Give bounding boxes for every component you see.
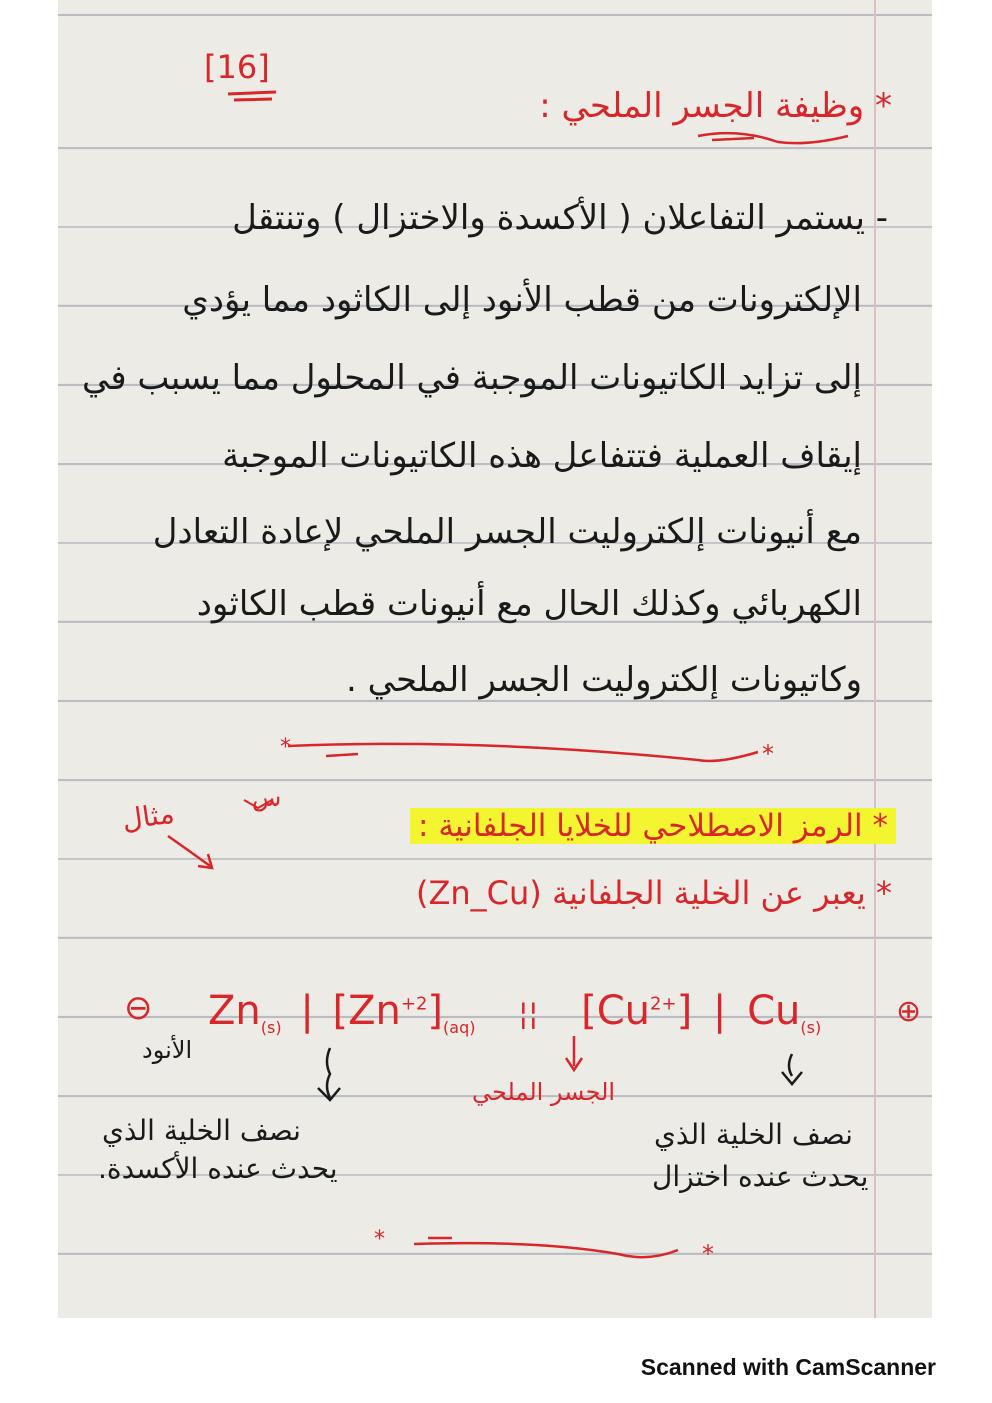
svg-text:*: * bbox=[280, 735, 291, 760]
cathode-metal: Cu bbox=[747, 988, 801, 1034]
svg-text:*: * bbox=[762, 740, 774, 768]
label-left-half-cell-2: يحدث عنده الأكسدة. bbox=[98, 1152, 338, 1185]
anode-state: (s) bbox=[260, 1018, 282, 1037]
svg-text:*: * bbox=[702, 1240, 714, 1268]
paragraph-line-4: إيقاف العملية فتتفاعل هذه الكاتيونات الموجبة bbox=[222, 436, 862, 476]
example-label: مثال bbox=[119, 796, 177, 837]
pen-decorations bbox=[58, 0, 932, 1318]
cathode-ion-close: ] bbox=[676, 988, 693, 1034]
paragraph-line-2: الإلكترونات من قطب الأنود إلى الكاثود مما يؤدي bbox=[182, 280, 862, 320]
notebook-page bbox=[58, 0, 932, 1318]
separator-2: | bbox=[712, 988, 727, 1034]
paragraph-line-6: الكهربائي وكذلك الحال مع أنيونات قطب الكاثود bbox=[196, 584, 862, 624]
paragraph-line-1: - يستمر التفاعلان ( الأكسدة والاختزال ) وتنتقل bbox=[232, 198, 888, 238]
label-left-half-cell-1: نصف الخلية الذي bbox=[102, 1114, 301, 1147]
anode-metal: Zn bbox=[208, 988, 261, 1034]
label-right-half-cell-2: يحدث عنده اختزال bbox=[652, 1160, 869, 1193]
cathode-charge: 2+ bbox=[650, 993, 677, 1015]
paragraph-line-5: مع أنيونات إلكتروليت الجسر الملحي لإعادة التعادل bbox=[152, 512, 862, 552]
label-right-half-cell-1: نصف الخلية الذي bbox=[654, 1118, 853, 1151]
page-number: [16] bbox=[204, 48, 270, 86]
cell-minus-sign: ⊖ bbox=[124, 988, 153, 1028]
paragraph-line-3: إلى تزايد الكاتيونات الموجبة في المحلول مما يسبب في bbox=[82, 358, 862, 398]
section-title-text: * الرمز الاصطلاحي للخلايا الجلفانية : bbox=[410, 808, 896, 844]
cathode-ion: [Cu bbox=[581, 988, 651, 1034]
svg-text:*: * bbox=[374, 1227, 385, 1252]
salt-bridge-symbol: ¦¦ bbox=[518, 997, 539, 1032]
label-salt-bridge: الجسر الملحي bbox=[472, 1078, 616, 1106]
anode-ion-state: (aq) bbox=[443, 1018, 476, 1037]
scanner-watermark: Scanned with CamScanner bbox=[640, 1354, 936, 1380]
cell-plus-sign: ⊕ bbox=[896, 994, 922, 1029]
anode-charge: +2 bbox=[400, 993, 428, 1015]
cathode-state: (s) bbox=[800, 1018, 822, 1037]
separator-1: | bbox=[300, 988, 314, 1034]
anode-ion-close: ] bbox=[427, 988, 444, 1034]
paragraph-line-7: وكاتيونات إلكتروليت الجسر الملحي . bbox=[346, 660, 862, 700]
anode-ion: [Zn bbox=[332, 988, 401, 1034]
label-anode: الأنود bbox=[142, 1036, 193, 1064]
heading-salt-bridge-function: * وظيفة الجسر الملحي : bbox=[539, 86, 892, 126]
example-line: * يعبر عن الخلية الجلفانية (Zn_Cu) bbox=[415, 874, 892, 912]
section-marker: س bbox=[252, 784, 282, 812]
